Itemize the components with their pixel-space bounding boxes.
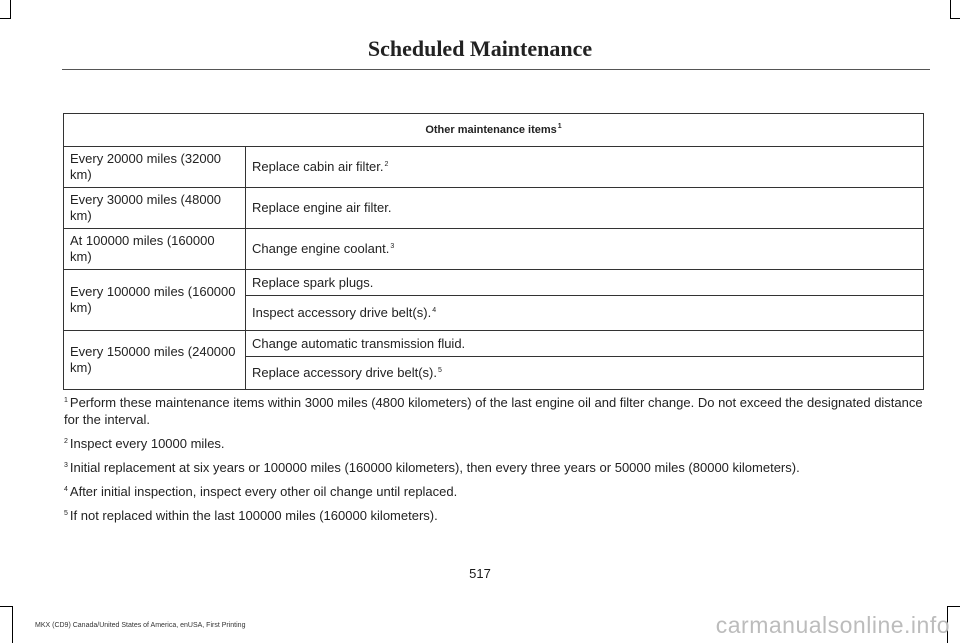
footnote [64,507,930,524]
item-text: Inspect accessory drive belt(s). [252,305,432,320]
interval-cell: At 100000 miles (160000 km) [64,229,246,270]
item-cell [246,188,924,229]
footnote [64,394,930,428]
interval-cell: Every 100000 miles (160000 km) [64,270,246,331]
table-row [64,270,924,296]
item-cell [246,296,924,331]
table-row [64,188,924,229]
table-heading-text: Other maintenance items [425,124,557,136]
item-text: Replace engine air filter. [252,200,392,215]
footnote [64,459,930,476]
footnote-number: 3 [64,461,68,469]
table-heading [64,114,924,147]
item-cell [246,331,924,357]
footnote-marker: 1 [557,123,562,131]
footnote-text: After initial inspection, inspect every other oil change until replaced. [69,484,458,499]
item-cell [246,270,924,296]
item-text: Change automatic transmission fluid. [252,335,466,351]
interval-cell: Every 20000 miles (32000 km) [64,147,246,188]
page-number: 517 [469,566,491,581]
item-text: Replace spark plugs. [252,274,374,290]
footnote-number: 5 [64,509,68,517]
footnote-marker: 3 [390,242,395,250]
table-row [64,147,924,188]
interval-cell: Every 150000 miles (240000 km) [64,331,246,390]
table-row [64,331,924,357]
maintenance-table [63,113,924,390]
table-header-row [64,114,924,147]
crop-mark [0,18,11,19]
footnotes [64,394,930,531]
footnote-text: Perform these maintenance items within 3000 miles (4800 kilometers) of the last engine oil and filter change. Do not exceed the designated distance for the interval. [64,395,923,427]
table-row [64,229,924,270]
crop-mark [10,0,11,18]
footnote-marker: 4 [432,306,437,314]
footnote-marker: 2 [384,160,389,168]
page-title: Scheduled Maintenance [367,36,593,61]
item-cell [246,357,924,390]
print-footer: MKX (CD9) Canada/United States of America, enUSA, First Printing [35,622,246,629]
item-text: Replace cabin air filter. [252,159,384,174]
footnote-number: 4 [64,485,68,493]
item-cell [246,229,924,270]
footnote [64,435,930,452]
footnote [64,483,930,500]
footnote-text: Inspect every 10000 miles. [69,436,225,451]
crop-mark [950,18,960,19]
item-text: Change engine coolant. [252,241,390,256]
interval-cell: Every 30000 miles (48000 km) [64,188,246,229]
crop-mark [12,606,13,643]
footnote-marker: 5 [437,366,442,374]
footnote-number: 1 [64,396,68,404]
watermark-logo: carmanualsonline.info [715,612,950,638]
item-text: Replace accessory drive belt(s). [252,365,437,380]
crop-mark [947,606,960,607]
crop-mark [950,0,951,18]
footnote-text: Initial replacement at six years or 100000 miles (160000 kilometers), then every three years or 50000 miles (80000 kilometers). [69,460,800,475]
footnote-text: If not replaced within the last 100000 miles (160000 kilometers). [69,508,438,523]
footnote-number: 2 [64,437,68,445]
item-cell [246,147,924,188]
header-rule [62,69,930,70]
crop-mark [0,606,13,607]
